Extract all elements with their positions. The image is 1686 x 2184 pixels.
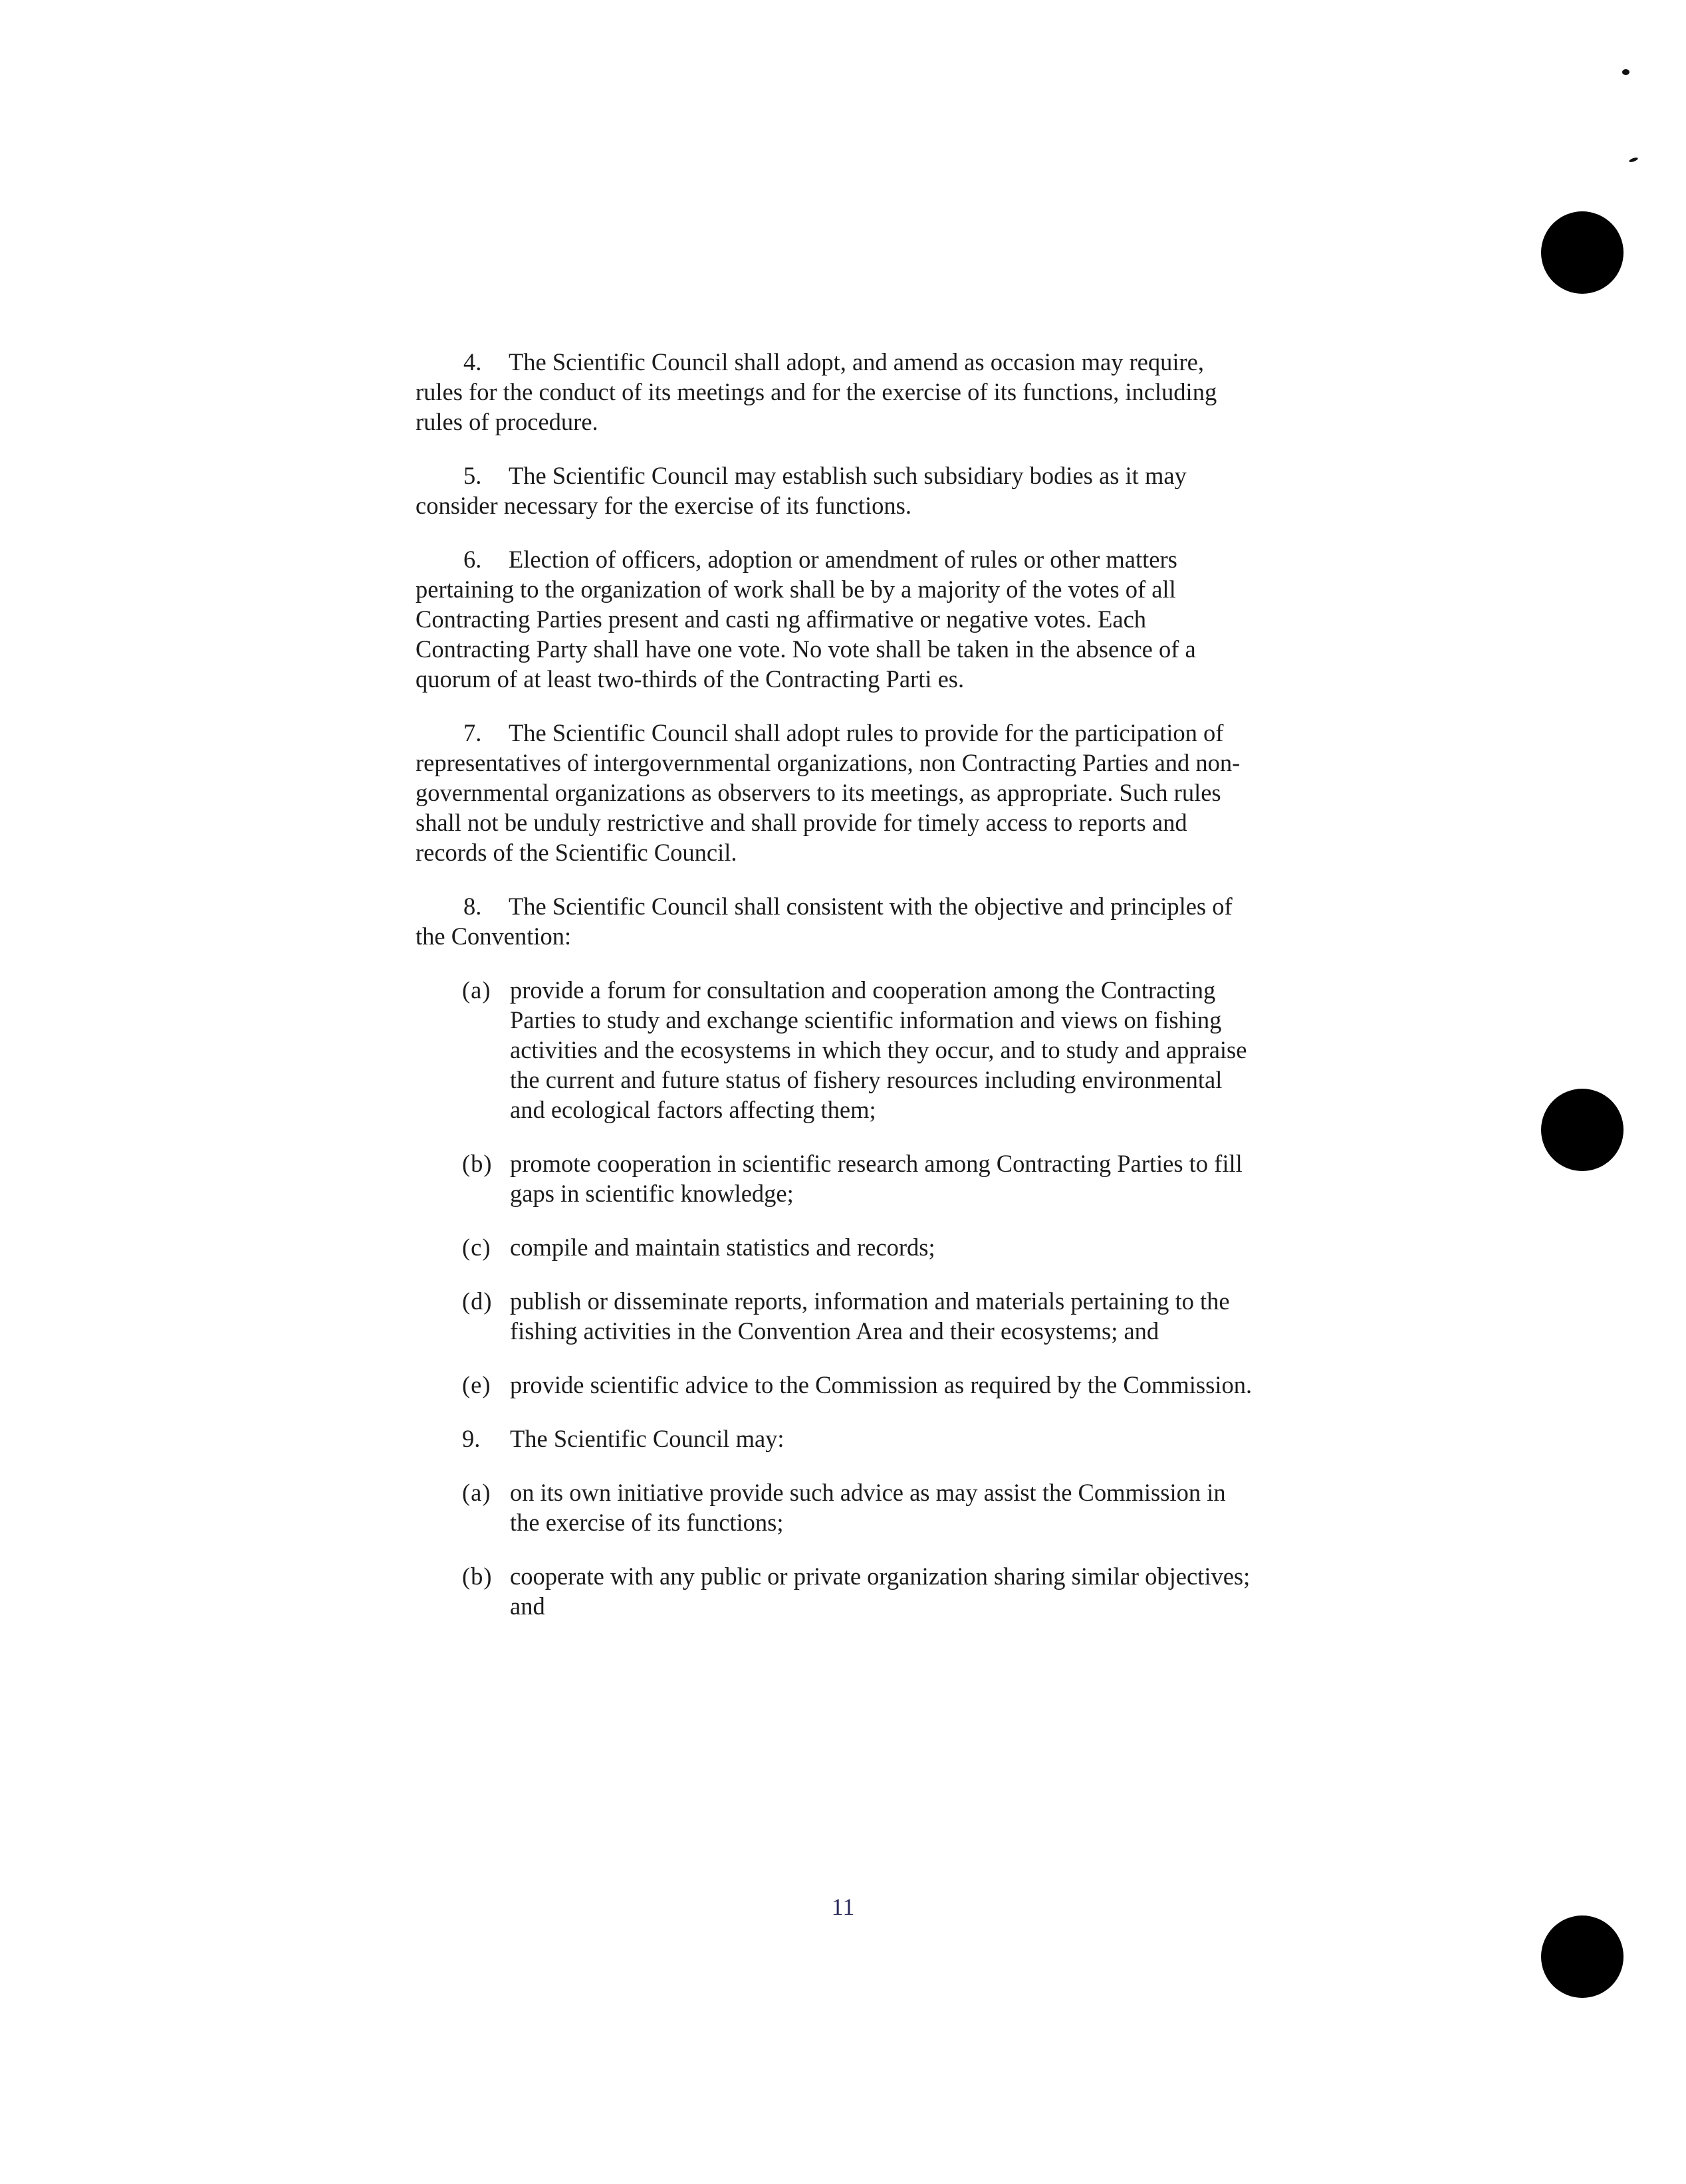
paragraph-text: The Scientific Council shall adopt, and amend as occasion may require, rules for the conduct of its meetings and for the exercise of its functions, including rules of procedure. — [416, 348, 1217, 435]
item-text: promote cooperation in scientific research among Contracting Parties to fill gaps in scientific knowledge; — [510, 1150, 1243, 1207]
page-number: 11 — [831, 1894, 855, 1920]
item-text: compile and maintain statistics and records; — [510, 1234, 935, 1261]
paragraph-number: 5. — [463, 462, 482, 489]
punch-hole-middle — [1541, 1089, 1624, 1171]
list-item — [462, 1286, 1253, 1346]
paragraph-number: 7. — [463, 719, 482, 746]
paragraph-8-list — [462, 975, 1253, 1400]
list-item — [462, 975, 1253, 1125]
list-item — [462, 1561, 1253, 1621]
paragraph-text: The Scientific Council may establish such subsidiary bodies as it may consider necessary for the exercise of its functions. — [416, 462, 1187, 519]
paragraph-4 — [416, 347, 1253, 437]
item-letter: (c) — [462, 1234, 491, 1261]
item-text: on its own initiative provide such advice as may assist the Commission in the exercise of its functions; — [510, 1479, 1226, 1536]
paragraph-text: Election of officers, adoption or amendment of rules or other matters pertaining to the organization of work shall be by a majority of the votes of all Contracting Parties present and casti ng affirmative or negative votes. Each Contracting Party shall have one vote. No vote shall be taken in the absence of a quorum of at least two-thirds of the Contracting Parti es. — [416, 546, 1196, 693]
item-letter: (a) — [462, 1479, 491, 1506]
punch-hole-bottom — [1541, 1915, 1624, 1998]
paragraph-text: The Scientific Council shall consistent with the objective and principles of the Convention: — [416, 893, 1233, 950]
item-text: cooperate with any public or private organization sharing similar objectives; and — [510, 1563, 1251, 1620]
paragraph-8 — [416, 891, 1253, 951]
paragraph-number: 8. — [463, 893, 482, 920]
item-letter: (a) — [462, 976, 491, 1004]
item-text: provide a forum for consultation and cooperation among the Contracting Parties to study and exchange scientific information and views on fishing activities and the ecosystems in which they occur, and to study and appraise the current and future status of fishery resources including environmental and ecological factors affecting them; — [510, 976, 1247, 1123]
list-item — [462, 1232, 1253, 1262]
paragraph-number: 4. — [463, 348, 482, 376]
item-letter: (b) — [462, 1150, 493, 1177]
paragraph-6 — [416, 544, 1253, 694]
item-letter: (e) — [462, 1371, 491, 1398]
paragraph-text: The Scientific Council shall adopt rules to provide for the participation of representatives of intergovernmental organizations, non Contracting Parties and non-governmental organizations as observers to its meetings, as appropriate. Such rules shall not be unduly restrictive and shall provide for timely access to reports and records of the Scientific Council. — [416, 719, 1241, 866]
scan-speck — [1629, 157, 1639, 163]
punch-hole-top — [1541, 211, 1624, 294]
paragraph-number: 9. — [462, 1425, 481, 1452]
list-item — [462, 1477, 1253, 1537]
item-text: publish or disseminate reports, information and materials pertaining to the fishing activities in the Convention Area and their ecosystems; and — [510, 1287, 1230, 1345]
paragraph-5 — [416, 461, 1253, 520]
paragraph-9 — [462, 1424, 1253, 1454]
item-letter: (b) — [462, 1563, 493, 1590]
paragraph-9-list — [462, 1477, 1253, 1621]
item-letter: (d) — [462, 1287, 493, 1315]
list-item — [462, 1370, 1253, 1400]
paragraph-7 — [416, 718, 1253, 867]
scan-speck — [1622, 69, 1629, 75]
document-body — [416, 347, 1253, 1645]
item-text: provide scientific advice to the Commission as required by the Commission. — [510, 1371, 1253, 1398]
paragraph-number: 6. — [463, 546, 482, 573]
paragraph-text: The Scientific Council may: — [510, 1425, 784, 1452]
list-item — [462, 1148, 1253, 1208]
